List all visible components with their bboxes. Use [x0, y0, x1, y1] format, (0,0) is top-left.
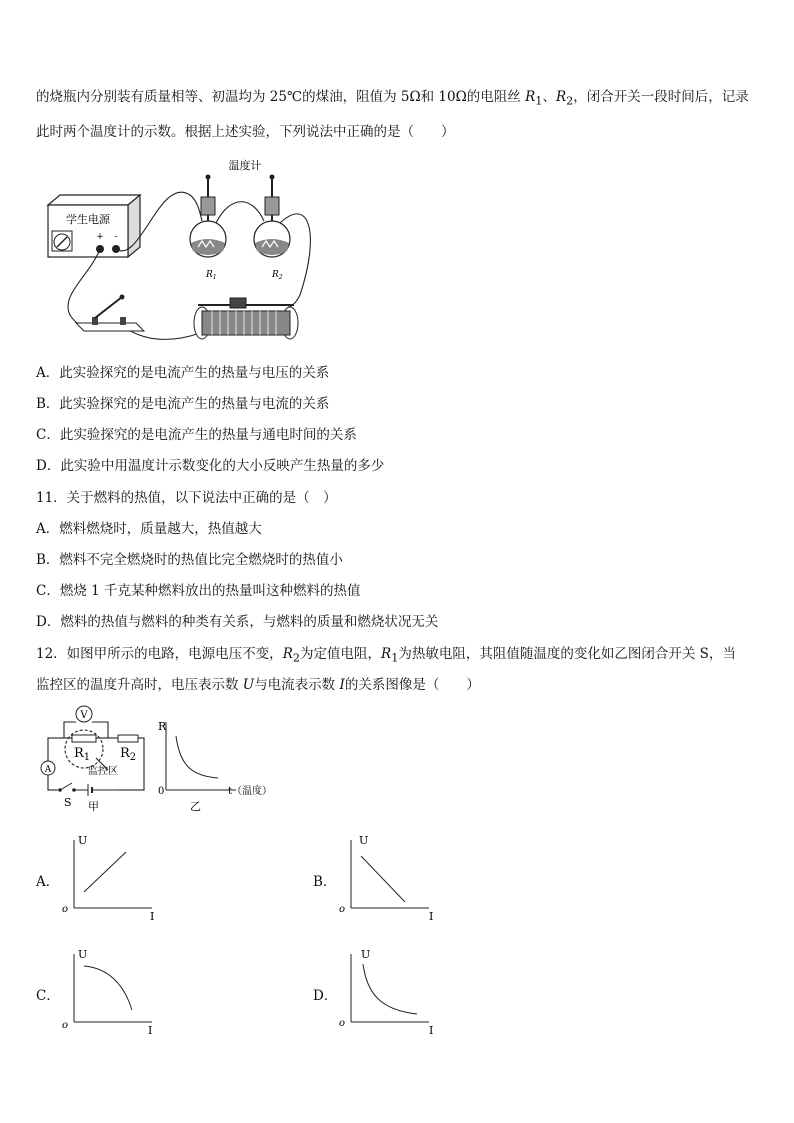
graph-a-x-label: I [150, 910, 155, 923]
flask-r1 [190, 175, 226, 282]
q10-separator: 、 [542, 89, 556, 105]
q11-option-a[interactable]: A．燃料燃烧时，质量越大，热值越大 [36, 521, 262, 537]
q12-stem-text-b: 为定值电阻， [300, 646, 382, 662]
q12-graph-a[interactable] [60, 830, 170, 925]
graph-c-x-label: I [148, 1024, 153, 1037]
thermometer-label: 温度计 [228, 159, 262, 172]
r2-subscript: 2 [566, 94, 574, 108]
q12-r1-subscript: 1 [391, 651, 399, 665]
q12-option-b-label[interactable]: B． [313, 874, 337, 890]
flask-r2-sub: 2 [278, 274, 283, 281]
q12-stem-text-c: 为热敏电阻，其阻值随温度的变化如乙图闭合开关 S，当 [398, 646, 736, 662]
q10-option-a[interactable]: A．此实验探究的是电流产生的热量与电压的关系 [36, 365, 330, 381]
q11-option-b[interactable]: B．燃料不完全燃烧时的热值比完全燃烧时的热值小 [36, 552, 343, 568]
fig-yi-origin: 0 [158, 786, 165, 797]
fig-jia-r2-sub: 2 [129, 752, 137, 763]
graph-c-curve [84, 966, 132, 1010]
plus-sign: + [96, 232, 104, 242]
r1-resistor [72, 735, 96, 742]
q12-i-symbol: I [339, 677, 345, 693]
graph-b-y-label: U [359, 834, 369, 847]
minus-sign: - [114, 232, 118, 242]
fig-jia-r1-symbol: R [74, 746, 84, 761]
q12-stem2-text-c: 的关系图像是（ ） [344, 677, 480, 693]
q10-option-d[interactable]: D．此实验中用温度计示数变化的大小反映产生热量的多少 [36, 458, 385, 474]
fig-yi-curve [176, 736, 218, 778]
q10-stem-line2: 此时两个温度计的示数。根据上述实验，下列说法中正确的是（ ） [36, 124, 455, 140]
q12-r2-subscript: 2 [292, 651, 301, 665]
flask-r2 [254, 175, 290, 282]
q12-stem2-text-b: 与电流表示数 [254, 677, 340, 693]
fig-yi-y-axis: R [158, 720, 167, 733]
graph-a-origin: o [62, 904, 69, 915]
q12-stem2-text-a: 监控区的温度升高时，电压表示数 [36, 677, 243, 693]
graph-c-origin: o [62, 1020, 69, 1031]
flask-r1-label [205, 270, 217, 281]
power-supply-label: 学生电源 [66, 213, 110, 226]
power-supply [48, 195, 140, 257]
graph-b-x-label: I [429, 910, 434, 923]
graph-d-x-label: I [429, 1024, 434, 1037]
q11-option-d[interactable]: D．燃料的热值与燃料的种类有关系，与燃料的质量和燃烧状况无关 [36, 614, 439, 630]
graph-d-y-label: U [361, 948, 371, 961]
q10-stem-text-a: 的烧瓶内分别装有质量相等、初温均为 25℃的煤油，阻值为 5Ω和 10Ω的电阻丝 [36, 89, 526, 105]
q12-r2-symbol: R [282, 646, 293, 662]
flask-r2-symbol: R [272, 270, 279, 280]
fig-yi-x-axis: t（温度） [228, 786, 273, 797]
flask-r1-symbol: R [206, 270, 213, 280]
flask-r1-sub: 1 [212, 274, 217, 281]
switch-label: S [64, 796, 72, 809]
q10-option-c[interactable]: C．此实验探究的是电流产生的热量与通电时间的关系 [36, 427, 357, 443]
r2-symbol: R [555, 89, 567, 105]
fig-yi-graph [152, 714, 292, 814]
q12-stem-line2 [36, 676, 480, 694]
q12-stem-line1 [36, 645, 736, 668]
q10-apparatus-figure [40, 155, 340, 355]
q11-option-c[interactable]: C．燃烧 1 千克某种燃料放出的热量叫这种燃料的热值 [36, 583, 361, 599]
fig-yi-caption: 乙 [190, 800, 201, 813]
graph-b-curve [361, 856, 405, 902]
q10-option-b[interactable]: B．此实验探究的是电流产生的热量与电流的关系 [36, 396, 330, 412]
flask-r2-label [271, 270, 283, 281]
fig-jia-r2-label [120, 746, 136, 763]
r1-subscript: 1 [535, 94, 543, 108]
graph-a-curve [84, 852, 126, 892]
switch-battery [58, 783, 118, 796]
graph-d-curve [363, 964, 417, 1014]
fig-jia-circuit [36, 704, 156, 814]
fig-jia-r1-label [74, 746, 90, 763]
ammeter-symbol: A [44, 765, 52, 775]
q12-u-symbol: U [242, 677, 255, 693]
q12-graph-b[interactable] [337, 830, 447, 925]
q12-option-a-label[interactable]: A． [36, 874, 60, 890]
r2-resistor [118, 735, 138, 742]
rheostat [194, 298, 298, 339]
q12-option-d-label[interactable]: D． [313, 988, 338, 1004]
graph-c-y-label: U [78, 948, 88, 961]
fig-jia-r2-symbol: R [120, 746, 130, 761]
ammeter [41, 761, 55, 775]
graph-b-origin: o [339, 904, 346, 915]
knife-switch [76, 295, 144, 332]
monitor-zone-label: 监控区 [88, 766, 118, 777]
fig-jia-r1-sub: 1 [83, 752, 91, 763]
q10-stem-line1 [36, 88, 749, 111]
fig-jia-caption: 甲 [88, 800, 99, 813]
r1-symbol: R [525, 89, 536, 105]
q12-graph-c[interactable] [60, 944, 170, 1039]
q10-stem-text-b: ，闭合开关一段时间后，记录 [573, 89, 749, 105]
q11-stem: 11．关于燃料的热值，以下说法中正确的是（ ） [36, 490, 337, 506]
graph-a-y-label: U [78, 834, 88, 847]
graph-d-origin: o [339, 1018, 346, 1029]
voltmeter [76, 706, 92, 722]
q12-graph-d[interactable] [337, 944, 447, 1039]
voltmeter-symbol: V [80, 710, 88, 721]
q12-option-c-label[interactable]: C． [36, 988, 60, 1004]
q12-r1-symbol: R [381, 646, 392, 662]
q12-stem-text-a: 12．如图甲所示的电路，电源电压不变， [36, 646, 283, 662]
